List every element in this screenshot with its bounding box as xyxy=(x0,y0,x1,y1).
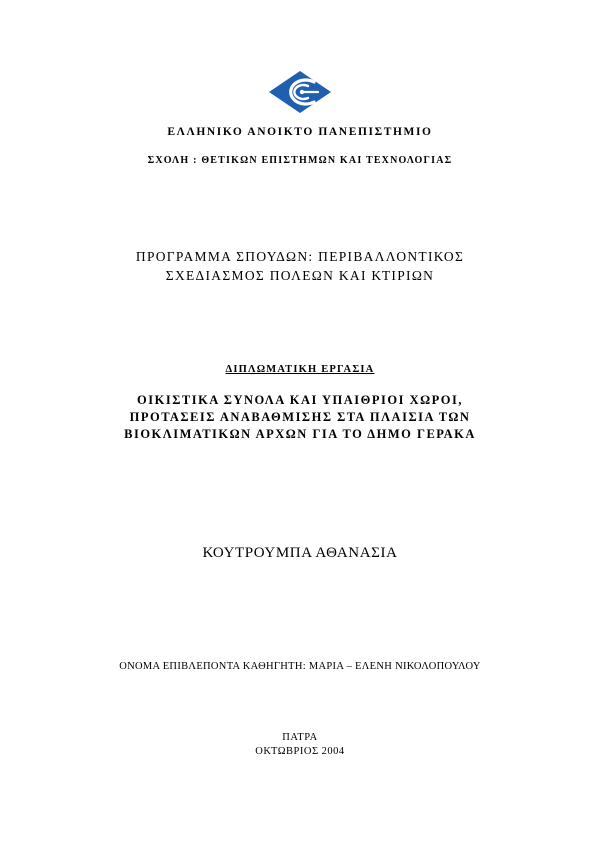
university-name: ΕΛΛΗΝΙΚΟ ΑΝΟΙΚΤΟ ΠΑΝΕΠΙΣΤΗΜΙΟ xyxy=(167,126,433,138)
thesis-label: ΔΙΠΛΩΜΑΤΙΚΗ ΕΡΓΑΣΙΑ xyxy=(225,364,375,375)
university-logo-icon xyxy=(268,70,332,114)
thesis-title-line-2: ΠΡΟΤΑΣΕΙΣ ΑΝΑΒΑΘΜΙΣΗΣ ΣΤΑ ΠΛΑΙΣΙΑ ΤΩΝ xyxy=(129,410,471,424)
program-line-1: ΠΡΟΓΡΑΜΜΑ ΣΠΟΥΔΩΝ: ΠΕΡΙΒΑΛΛΟΝΤΙΚΟΣ xyxy=(135,249,465,264)
date: ΟΚΤΩΒΡΙΟΣ 2004 xyxy=(255,746,345,757)
supervisor-line: ΟΝΟΜΑ ΕΠΙΒΛΕΠΟΝΤΑ ΚΑΘΗΓΗΤΗ: ΜΑΡΙΑ – ΕΛΕΝΗ ΝΙΚΟΛΟΠΟΥΛΟΥ xyxy=(119,661,481,672)
place: ΠΑΤΡΑ xyxy=(282,732,318,743)
thesis-title-line-1: ΟΙΚΙΣΤΙΚΑ ΣΥΝΟΛΑ ΚΑΙ ΥΠΑΙΘΡΙΟΙ ΧΩΡΟΙ, xyxy=(137,393,463,407)
school-name: ΣΧΟΛΗ : ΘΕΤΙΚΩΝ ΕΠΙΣΤΗΜΩΝ ΚΑΙ ΤΕΧΝΟΛΟΓΙΑΣ xyxy=(147,155,453,166)
author-name: ΚΟΥΤΡΟΥΜΠΑ ΑΘΑΝΑΣΙΑ xyxy=(202,545,398,561)
program-line-2: ΣΧΕΔΙΑΣΜΟΣ ΠΟΛΕΩΝ ΚΑΙ ΚΤΙΡΙΩΝ xyxy=(165,268,435,283)
thesis-title-line-3: ΒΙΟΚΛΙΜΑΤΙΚΩΝ ΑΡΧΩΝ ΓΙΑ ΤΟ ΔΗΜΟ ΓΕΡΑΚΑ xyxy=(124,427,476,441)
